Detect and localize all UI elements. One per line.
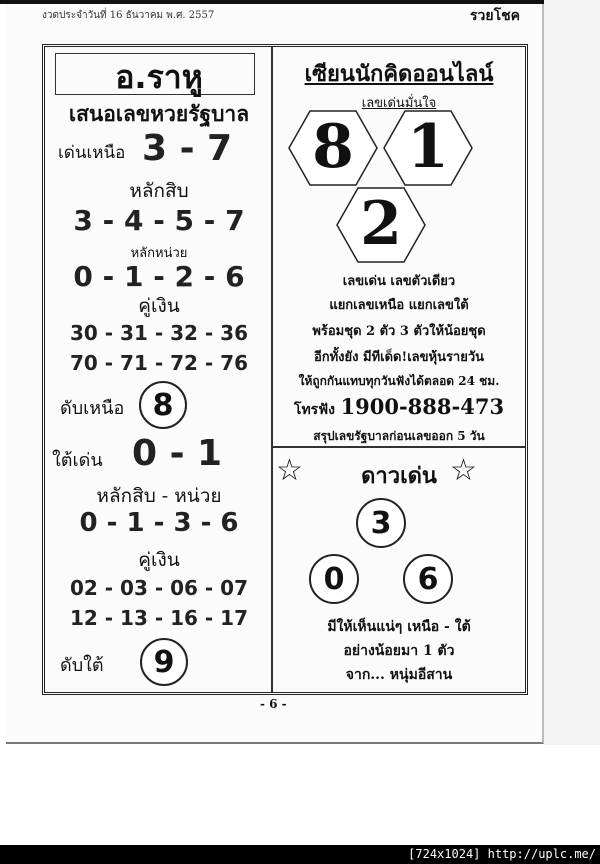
scan-margin [544, 0, 600, 745]
tens-digits: 3 - 4 - 5 - 7 [73, 204, 245, 237]
tens-units-digits: 0 - 1 - 3 - 6 [79, 508, 239, 538]
dead-top-label: ดับเหนือ [60, 398, 125, 419]
issue-date: งวดประจำวันที่ 16 ธันวาคม พ.ศ. 2557 [42, 10, 215, 21]
star-title: ดาวเด่น [361, 464, 437, 489]
dead-top-number: 8 [139, 381, 187, 429]
hexagon-number: 2 [336, 187, 426, 263]
tens-units-label: หลักสิบ - หน่วย [96, 485, 222, 507]
ad-line: ให้ถูกกันแทบทุกวันฟังได้ตลอด 24 ชม. [298, 374, 500, 388]
star-line: จาก... หนุ่มอีสาน [345, 667, 453, 683]
ad-line: พร้อมชุด 2 ตัว 3 ตัวให้น้อยชุด [312, 324, 486, 339]
star-number: 0 [309, 554, 359, 604]
bottom-label: ใต้เด่น [52, 450, 103, 471]
units-label: หลักหน่วย [130, 246, 188, 261]
phone-line [274, 394, 524, 421]
watermark-bar: [724x1024] http://uplc.me/ [0, 845, 600, 864]
hexagon-number: 8 [288, 110, 378, 186]
tens-label: หลักสิบ [129, 180, 189, 202]
pairs-row: 70 - 71 - 72 - 76 [69, 351, 248, 375]
right-title: เซียนนักคิดออนไลน์ [304, 62, 494, 87]
phone-label: โทรฟัง [293, 402, 335, 418]
page-number: - 6 - [260, 697, 287, 711]
pairs-row: 12 - 13 - 16 - 17 [69, 606, 248, 630]
dead-bottom-number: 9 [140, 638, 188, 686]
ad-line: อีกทั้งยัง มีทีเด็ด!เลขหุ้นรายวัน [313, 350, 485, 365]
magazine-name: รวยโชค [470, 8, 520, 24]
top-pair: 3 - 7 [142, 128, 233, 169]
star-line: อย่างน้อยมา 1 ตัว [343, 643, 455, 659]
subtitle: เสนอเลขหวยรัฐบาล [68, 102, 250, 126]
hexagon-number: 1 [383, 110, 473, 186]
star-line: มีให้เห็นแน่ๆ เหนือ - ใต้ [327, 619, 471, 635]
star-number: 6 [403, 554, 453, 604]
pairs-label: คู่เงิน [138, 295, 180, 317]
pairs-row: 30 - 31 - 32 - 36 [69, 321, 248, 345]
pairs-row: 02 - 03 - 06 - 07 [69, 576, 248, 600]
summary-line: สรุปเลขรัฐบาลก่อนเลขออก 5 วัน [313, 429, 485, 443]
star-icon: ☆ [450, 453, 477, 488]
pairs2-label: คู่เงิน [138, 549, 180, 571]
units-digits: 0 - 1 - 2 - 6 [73, 260, 245, 293]
star-number: 3 [356, 498, 406, 548]
section-divider [273, 446, 525, 448]
ad-line: แยกเลขเหนือ แยกเลขใต้ [329, 298, 469, 313]
phone-number: 1900-888-473 [340, 394, 505, 419]
right-subtitle: เลขเด่นมั่นใจ [361, 96, 437, 111]
bottom-pair: 0 - 1 [132, 433, 223, 474]
column-divider [271, 47, 273, 692]
star-icon: ☆ [276, 453, 303, 488]
author-name: อ.ราหู [115, 58, 203, 96]
dead-bottom-label: ดับใต้ [60, 655, 104, 676]
ad-line: เลขเด่น เลขตัวเดียว [342, 274, 456, 289]
top-label: เด่นเหนือ [58, 143, 126, 163]
